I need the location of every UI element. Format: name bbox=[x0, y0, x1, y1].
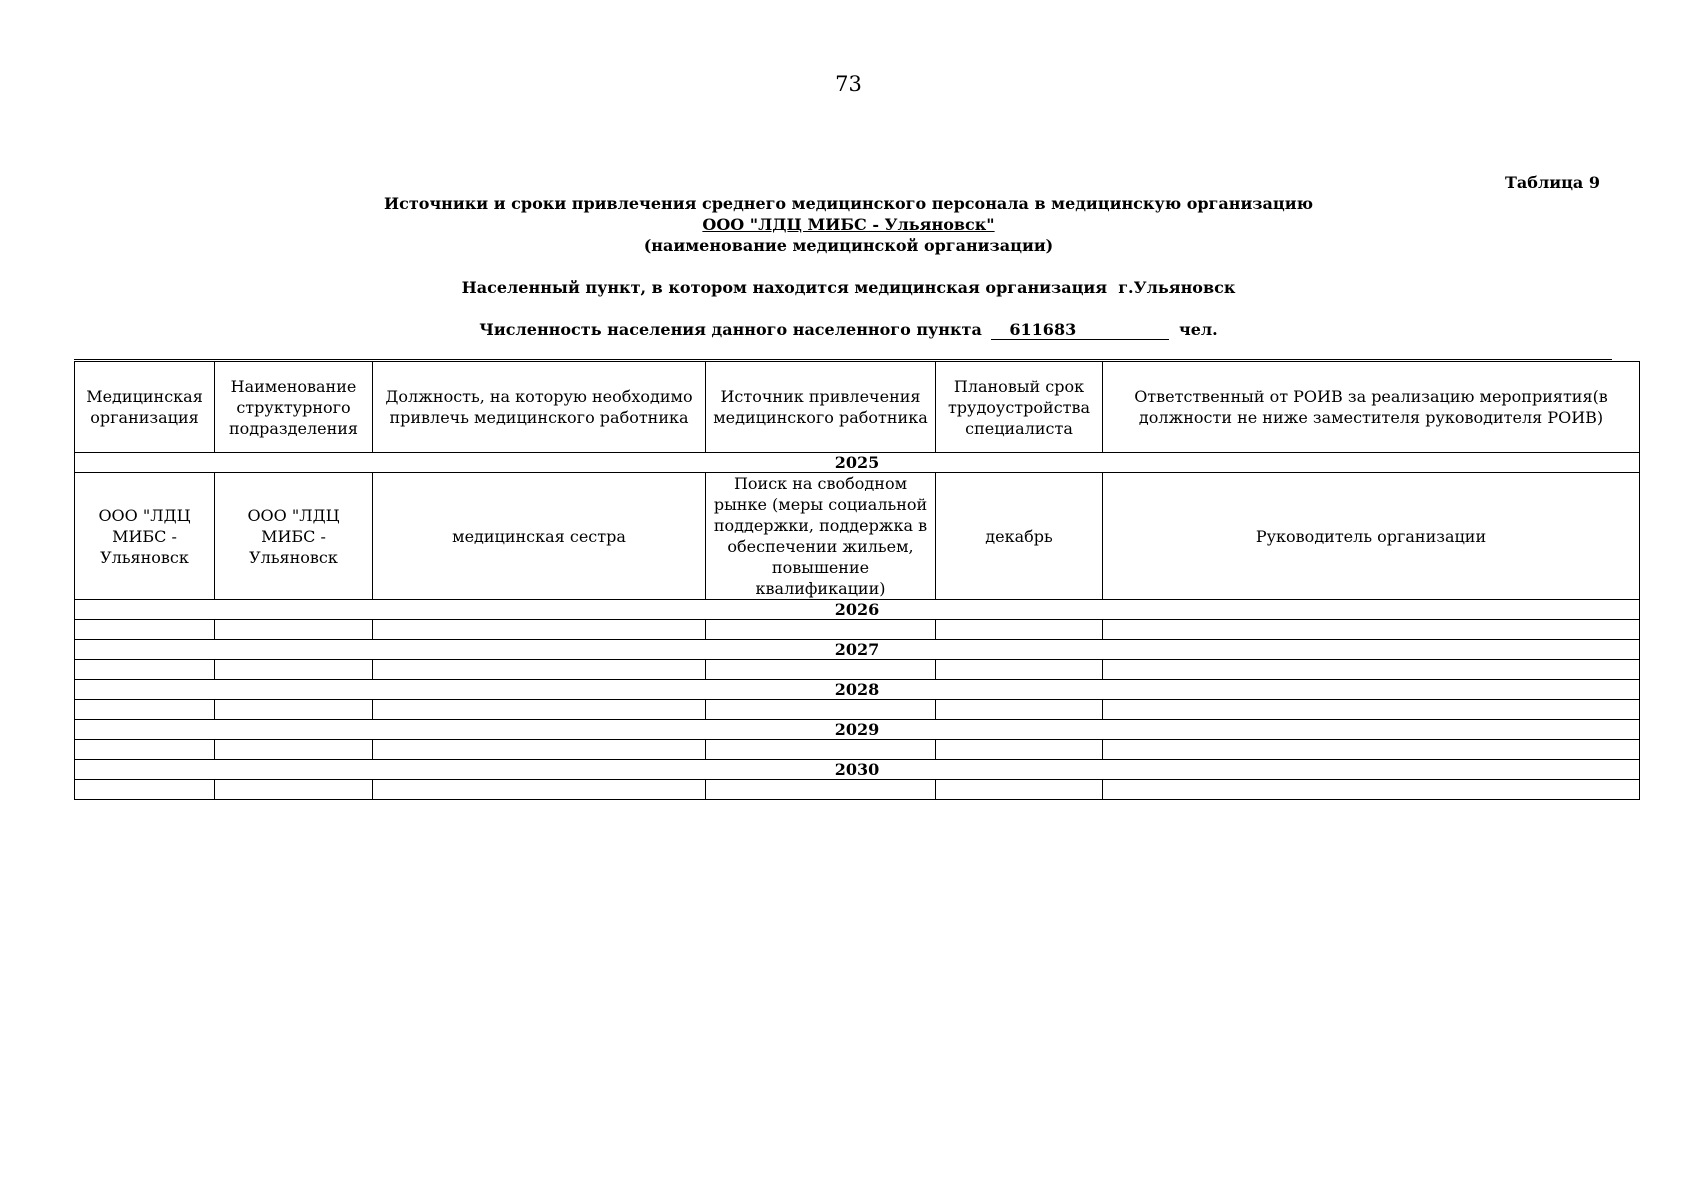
table-row-empty bbox=[75, 700, 1640, 720]
year-label: 2029 bbox=[75, 720, 1640, 740]
table-row-empty bbox=[75, 660, 1640, 680]
organization-caption: (наименование медицинской организации) bbox=[643, 236, 1054, 255]
empty-cell bbox=[75, 780, 215, 800]
locality-value: г.Ульяновск bbox=[1118, 278, 1236, 297]
empty-cell bbox=[373, 780, 706, 800]
population-label: Численность населения данного населенного пункта bbox=[479, 320, 982, 339]
population-line bbox=[0, 320, 1697, 340]
column-header: Источник привлечения медицинского работника bbox=[706, 362, 936, 453]
empty-cell bbox=[936, 740, 1103, 760]
year-label: 2026 bbox=[75, 600, 1640, 620]
cell-position: медицинская сестра bbox=[373, 473, 706, 600]
year-row bbox=[75, 720, 1640, 740]
empty-cell bbox=[373, 700, 706, 720]
year-row bbox=[75, 680, 1640, 700]
column-header: Плановый срок трудоустройства специалиста bbox=[936, 362, 1103, 453]
empty-cell bbox=[1103, 620, 1640, 640]
table-row-empty bbox=[75, 780, 1640, 800]
empty-cell bbox=[1103, 660, 1640, 680]
column-header: Медицинская организация bbox=[75, 362, 215, 453]
table-top-rule bbox=[74, 359, 1612, 360]
empty-cell bbox=[215, 700, 373, 720]
organization-name-line bbox=[0, 215, 1697, 235]
empty-cell bbox=[1103, 740, 1640, 760]
empty-cell bbox=[373, 620, 706, 640]
cell-division: ООО "ЛДЦ МИБС - Ульяновск bbox=[215, 473, 373, 600]
organization-name: ООО "ЛДЦ МИБС - Ульяновск" bbox=[702, 215, 995, 234]
year-row bbox=[75, 640, 1640, 660]
empty-cell bbox=[936, 620, 1103, 640]
empty-cell bbox=[936, 780, 1103, 800]
cell-organization: ООО "ЛДЦ МИБС - Ульяновск bbox=[75, 473, 215, 600]
year-label: 2025 bbox=[75, 453, 1640, 473]
table-row-empty bbox=[75, 740, 1640, 760]
locality-label: Населенный пункт, в котором находится медицинская организация bbox=[461, 278, 1108, 297]
column-header: Наименование структурного подразделения bbox=[215, 362, 373, 453]
year-row bbox=[75, 453, 1640, 473]
column-header: Должность, на которую необходимо привлечь медицинского работника bbox=[373, 362, 706, 453]
locality-line bbox=[0, 278, 1697, 298]
empty-cell bbox=[75, 700, 215, 720]
population-unit: чел. bbox=[1178, 320, 1218, 339]
year-row bbox=[75, 760, 1640, 780]
table-row bbox=[75, 473, 1640, 600]
column-header: Ответственный от РОИВ за реализацию мероприятия(в должности не ниже заместителя руководителя РОИВ) bbox=[1103, 362, 1640, 453]
empty-cell bbox=[706, 700, 936, 720]
year-row bbox=[75, 600, 1640, 620]
empty-cell bbox=[936, 700, 1103, 720]
empty-cell bbox=[215, 620, 373, 640]
empty-cell bbox=[373, 740, 706, 760]
staffing-table bbox=[74, 361, 1640, 800]
table-row-empty bbox=[75, 620, 1640, 640]
empty-cell bbox=[75, 740, 215, 760]
empty-cell bbox=[215, 780, 373, 800]
empty-cell bbox=[706, 740, 936, 760]
empty-cell bbox=[215, 660, 373, 680]
empty-cell bbox=[706, 780, 936, 800]
empty-cell bbox=[75, 620, 215, 640]
year-label: 2027 bbox=[75, 640, 1640, 660]
table-label: Таблица 9 bbox=[1505, 173, 1600, 192]
page-number: 73 bbox=[835, 72, 862, 96]
cell-responsible: Руководитель организации bbox=[1103, 473, 1640, 600]
document-title: Источники и сроки привлечения среднего медицинского персонала в медицинскую организацию bbox=[384, 194, 1313, 213]
empty-cell bbox=[373, 660, 706, 680]
year-label: 2028 bbox=[75, 680, 1640, 700]
empty-cell bbox=[936, 660, 1103, 680]
cell-source: Поиск на свободном рынке (меры социальной поддержки, поддержка в обеспечении жильем, повышение квалификации) bbox=[706, 473, 936, 600]
table-header-row bbox=[75, 362, 1640, 453]
year-label: 2030 bbox=[75, 760, 1640, 780]
empty-cell bbox=[75, 660, 215, 680]
empty-cell bbox=[1103, 780, 1640, 800]
empty-cell bbox=[215, 740, 373, 760]
cell-deadline: декабрь bbox=[936, 473, 1103, 600]
empty-cell bbox=[706, 660, 936, 680]
empty-cell bbox=[1103, 700, 1640, 720]
empty-cell bbox=[706, 620, 936, 640]
population-value: 611683 bbox=[991, 321, 1169, 340]
